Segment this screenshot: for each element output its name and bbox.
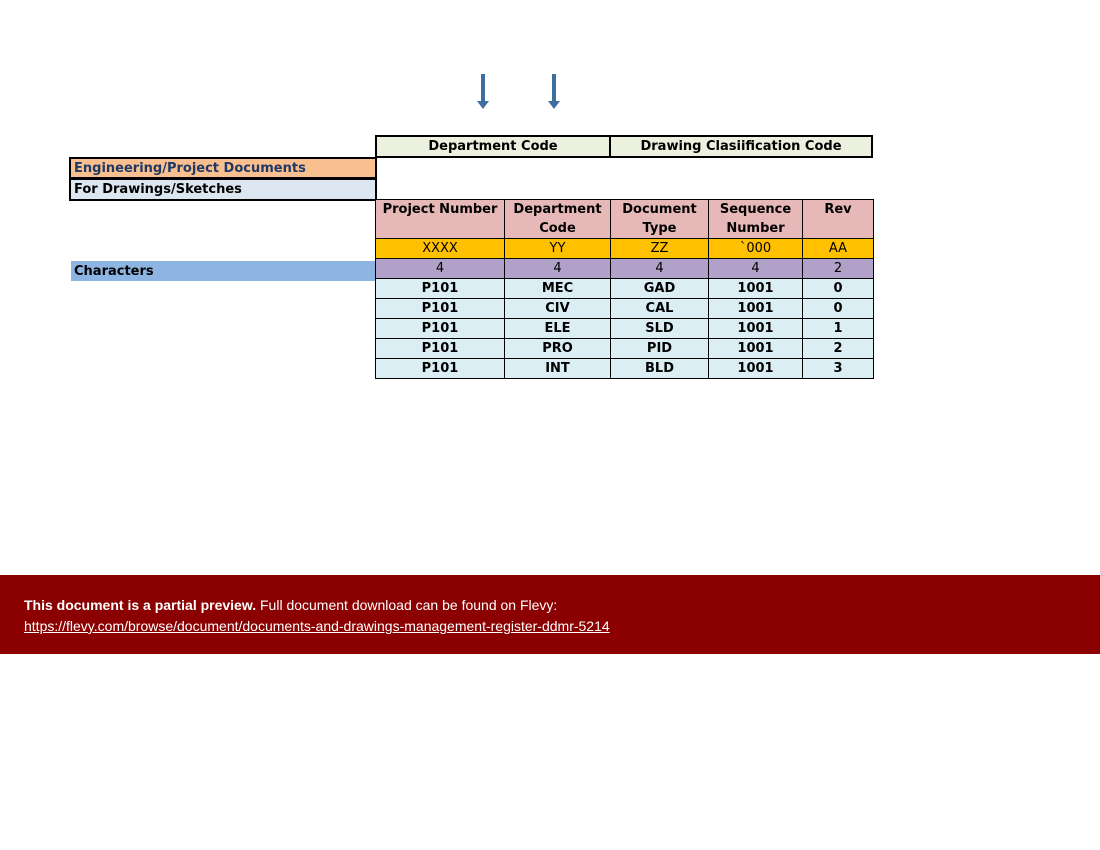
table-cell: P101 — [376, 299, 505, 319]
for-drawings-sketches-label: For Drawings/Sketches — [69, 178, 377, 201]
table-cell: 1001 — [709, 339, 803, 359]
table-row — [376, 359, 874, 379]
table-cell: MEC — [505, 279, 611, 299]
format-cell: `000 — [709, 239, 803, 259]
table-cell: ELE — [505, 319, 611, 339]
character-count-cell: 4 — [611, 259, 709, 279]
drawing-classification-code-header: Drawing Clasiification Code — [609, 135, 873, 158]
table-cell: P101 — [376, 279, 505, 299]
table-row — [376, 319, 874, 339]
table-cell: PID — [611, 339, 709, 359]
table-cell: 0 — [803, 299, 874, 319]
table-row — [376, 299, 874, 319]
table-cell: 1 — [803, 319, 874, 339]
character-count-cell: 4 — [376, 259, 505, 279]
table-row — [376, 279, 874, 299]
table-cell: 0 — [803, 279, 874, 299]
table-cell: 1001 — [709, 319, 803, 339]
format-cell: ZZ — [611, 239, 709, 259]
characters-row — [376, 259, 874, 279]
col-header-department-code: Department Code — [505, 200, 611, 239]
table-cell: PRO — [505, 339, 611, 359]
col-header-sequence-number: Sequence Number — [709, 200, 803, 239]
col-header-document-type: Document Type — [611, 200, 709, 239]
character-count-cell: 4 — [709, 259, 803, 279]
banner-text — [24, 597, 557, 613]
table-cell: 3 — [803, 359, 874, 379]
characters-label: Characters — [71, 261, 375, 281]
format-cell: YY — [505, 239, 611, 259]
department-code-header: Department Code — [375, 135, 611, 158]
table-row — [376, 339, 874, 359]
table-cell: P101 — [376, 359, 505, 379]
table-cell: 1001 — [709, 299, 803, 319]
down-arrow-icon — [548, 74, 560, 110]
table-cell: SLD — [611, 319, 709, 339]
format-cell: XXXX — [376, 239, 505, 259]
engineering-project-documents-label: Engineering/Project Documents — [69, 157, 377, 179]
character-count-cell: 4 — [505, 259, 611, 279]
table-cell: CIV — [505, 299, 611, 319]
flevy-document-link[interactable]: https://flevy.com/browse/document/documents-and-drawings-management-register-ddmr-5214 — [24, 618, 610, 634]
table-cell: GAD — [611, 279, 709, 299]
preview-banner — [0, 575, 1100, 654]
table-cell: INT — [505, 359, 611, 379]
format-cell: AA — [803, 239, 874, 259]
table-cell: 1001 — [709, 359, 803, 379]
table-cell: P101 — [376, 339, 505, 359]
table-cell: 2 — [803, 339, 874, 359]
banner-bold-text: This document is a partial preview. — [24, 597, 257, 613]
table-cell: P101 — [376, 319, 505, 339]
format-row — [376, 239, 874, 259]
document-numbering-table — [375, 199, 874, 379]
col-header-rev: Rev — [803, 200, 874, 239]
column-header-row — [376, 200, 874, 239]
table-cell: BLD — [611, 359, 709, 379]
table-cell: 1001 — [709, 279, 803, 299]
down-arrow-icon — [477, 74, 489, 110]
table-cell: CAL — [611, 299, 709, 319]
col-header-project-number: Project Number — [376, 200, 505, 239]
character-count-cell: 2 — [803, 259, 874, 279]
banner-info-text: Full document download can be found on Flevy: — [256, 597, 558, 613]
